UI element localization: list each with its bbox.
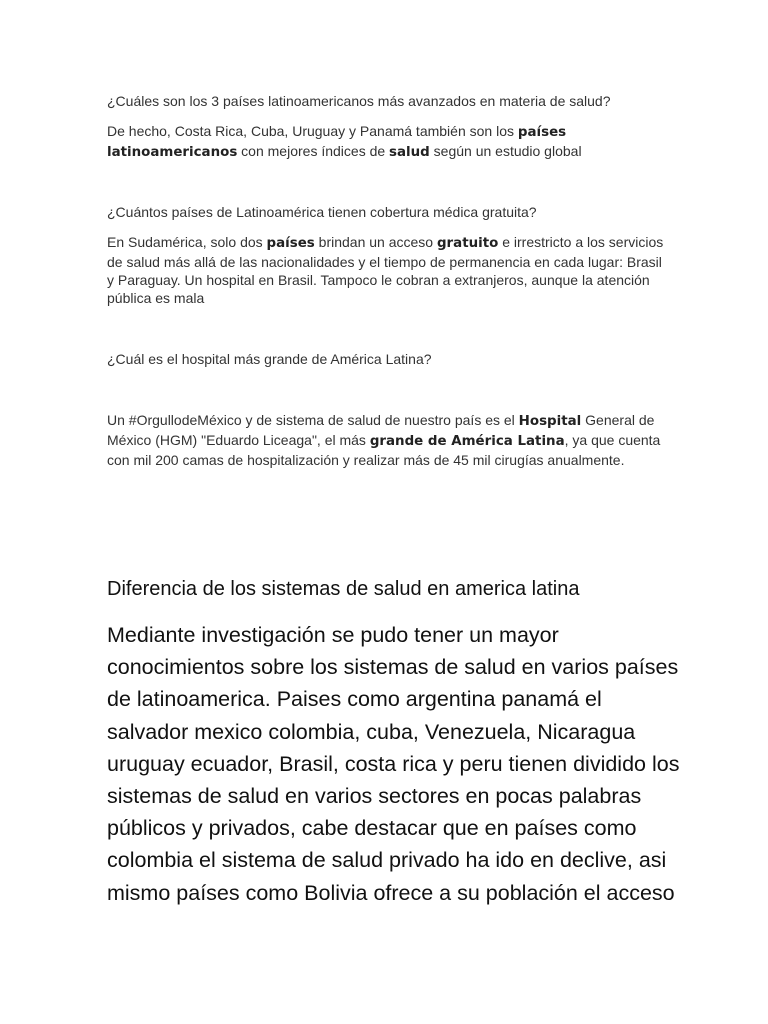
question-2: ¿Cuántos países de Latinoamérica tienen cobertura médica gratuita? [107,204,537,220]
answer-2-text: e irrestricto a los servicios de salud más allá de las nacionalidades y el tiempo de permanencia en cada lugar: Brasil y Paraguay. Un hospital en Brasil. Tampoco le cobran a extranjeros, aunque la atención pública es mala [107,234,664,306]
answer-1-text: De hecho, Costa Rica, Cuba, Uruguay y Panamá también son los [107,123,518,139]
answer-2-text: brindan un acceso [314,234,437,250]
section-body: Mediante investigación se pudo tener un mayor conocimientos sobre los sistemas de salud en varios países de latinoamerica. Paises como argentina panamá el salvador mexico colombia, cuba, Venezuela, Nicaragua uruguay ecuador, Brasil, costa rica y peru tienen dividido los sistemas de salud en varios sectores en pocas palabras públicos y privados, cabe destacar que en países como colombia el sistema de salud privado ha ido en declive, asi mismo países como Bolivia ofrece a su población el acceso [107,623,680,905]
answer-3-text: , ya que cuenta con mil 200 camas de hospitalización y realizar más de 45 mil cirugías anualmente. [107,432,661,468]
question-1: ¿Cuáles son los 3 países latinoamericanos más avanzados en materia de salud? [107,93,611,109]
question-3: ¿Cuál es el hospital más grande de América Latina? [107,351,432,367]
answer-1 [107,122,667,162]
answer-1-bold: salud [389,145,430,160]
answer-1-text: con mejores índices de [237,143,390,159]
answer-3-bold: Hospital [518,414,582,429]
answer-2-bold: países [266,236,315,251]
answer-3 [107,411,667,469]
answer-1-text: según un estudio global [429,143,582,159]
section-heading: Diferencia de los sistemas de salud en america latina [107,578,580,600]
answer-3-text: Un #OrgullodeMéxico y de sistema de salud de nuestro país es el [107,412,519,428]
answer-3-bold: grande de América Latina [369,434,565,449]
answer-2 [107,233,667,307]
answer-3-text: General de México (HGM) "Eduardo Liceaga", el más [107,412,655,448]
answer-2-bold: gratuito [436,236,499,251]
answer-1-bold: países latinoamericanos [107,125,567,160]
answer-2-text: En Sudamérica, solo dos [107,234,267,250]
